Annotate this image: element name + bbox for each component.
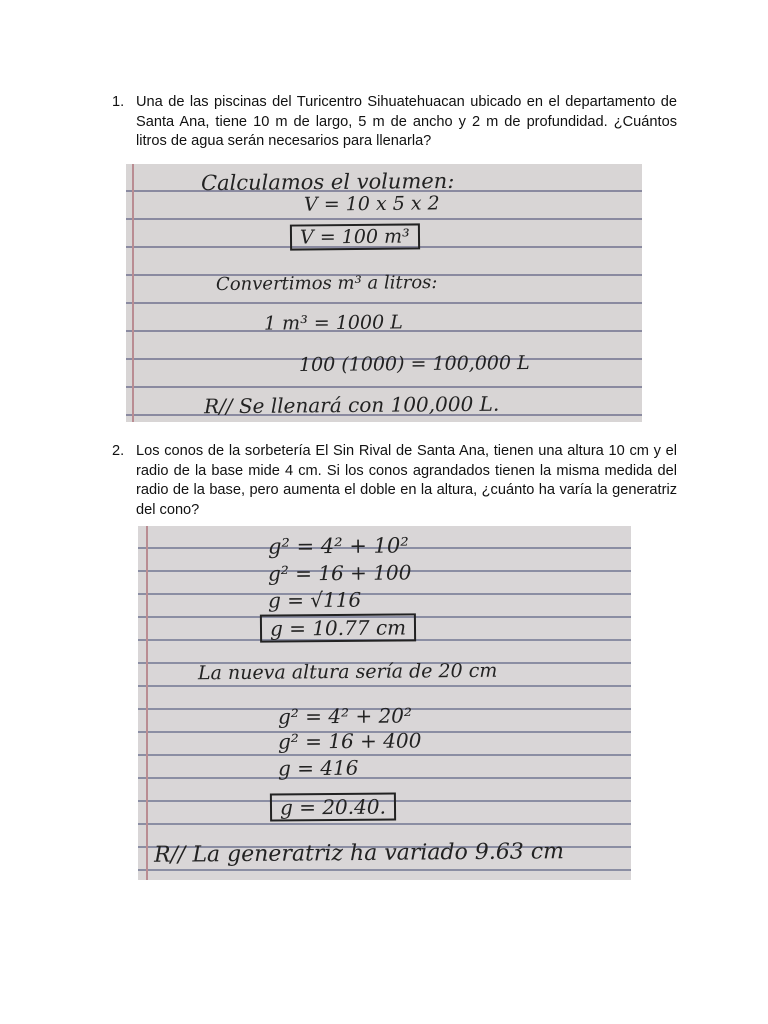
handwritten-line: Convertimos m³ a litros: bbox=[215, 272, 438, 295]
question-2 bbox=[112, 442, 677, 520]
question-text: Los conos de la sorbetería El Sin Rival de Santa Ana, tienen una altura 10 cm y el radio de la base mide 4 cm. Si los conos agrandados tienen la misma medida del radio de la base, pero aumenta el doble en la altura, ¿cuánto ha varía la generatriz del cono? bbox=[136, 443, 677, 518]
handwritten-line: g = √116 bbox=[267, 587, 362, 613]
handwritten-solution-photo-2 bbox=[138, 526, 631, 880]
handwritten-line: La nueva altura sería de 20 cm bbox=[197, 659, 498, 685]
handwritten-line: g² = 4² + 20² bbox=[277, 703, 413, 729]
handwritten-line: 100 (1000) = 100,000 L bbox=[298, 351, 530, 377]
handwritten-line: 1 m³ = 1000 L bbox=[263, 311, 403, 335]
handwritten-line: g² = 16 + 100 bbox=[267, 560, 412, 586]
handwritten-boxed-result: g = 10.77 cm bbox=[260, 613, 416, 642]
handwritten-boxed-result: V = 100 m³ bbox=[290, 223, 420, 250]
question-number: 2. bbox=[112, 443, 125, 459]
question-text: Una de las piscinas del Turicentro Sihuatehuacan ubicado en el departamento de Santa Ana, tiene 10 m de largo, 5 m de ancho y 2 m de profundidad. ¿Cuántos litros de agua serán necesarios para llenarla? bbox=[136, 94, 677, 149]
question-1 bbox=[112, 93, 677, 152]
handwritten-line: Calculamos el volumen: bbox=[200, 168, 455, 196]
handwritten-answer: R// Se llenará con 100,000 L. bbox=[203, 391, 500, 419]
notebook-margin-line bbox=[132, 164, 134, 422]
handwritten-line: g² = 4² + 10² bbox=[267, 533, 409, 559]
handwritten-line: V = 10 x 5 x 2 bbox=[303, 192, 440, 216]
handwritten-line: g = 416 bbox=[277, 755, 359, 781]
handwritten-line: g² = 16 + 400 bbox=[277, 728, 422, 754]
handwritten-solution-photo-1 bbox=[126, 164, 642, 422]
notebook-margin-line bbox=[146, 526, 148, 880]
handwritten-answer: R// La generatriz ha variado 9.63 cm bbox=[153, 839, 565, 868]
handwritten-boxed-result: g = 20.40. bbox=[270, 792, 396, 821]
question-number: 1. bbox=[112, 94, 125, 110]
